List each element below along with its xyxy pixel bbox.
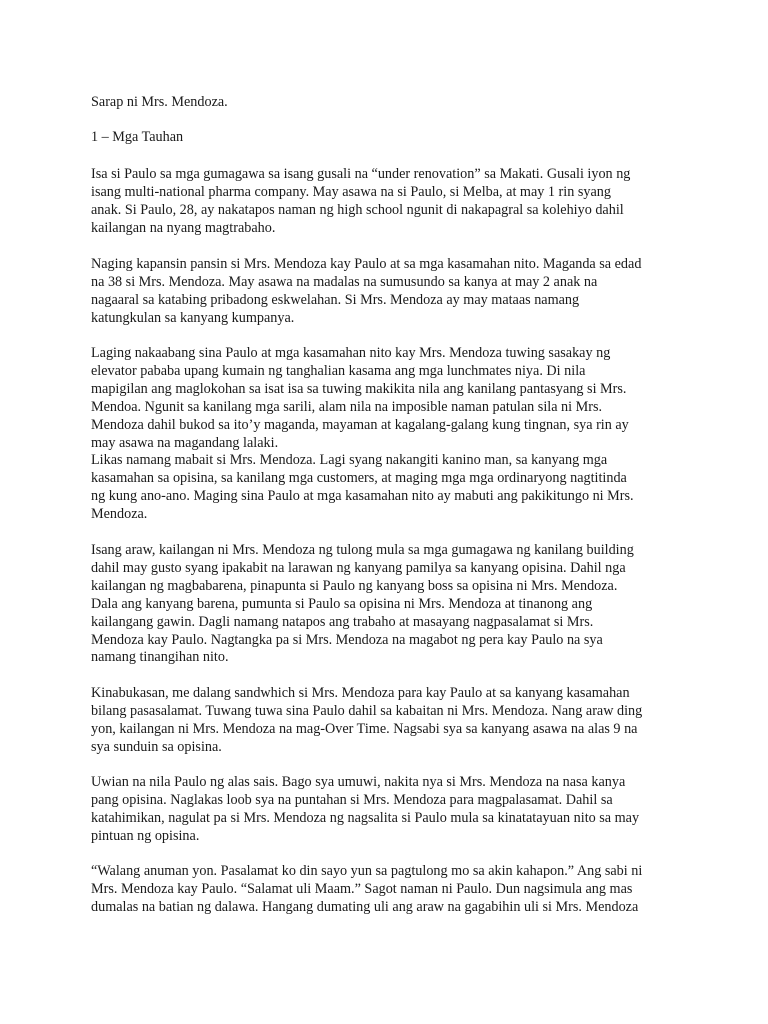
text-line: katahimikan, nagulat pa si Mrs. Mendoza ng nagsalita si Paulo mula sa kinatatayuan nito sa may: [91, 809, 640, 826]
text-line: pang opisina. Naglakas loob sya na puntahan si Mrs. Mendoza para magpalasamat. Dahil sa: [91, 791, 613, 808]
text-line: Mrs. Mendoza kay Paulo. “Salamat uli Maam.” Sagot naman ni Paulo. Dun nagsimula ang mas: [91, 880, 633, 897]
text-line: Naging kapansin pansin si Mrs. Mendoza kay Paulo at sa mga kasamahan nito. Maganda sa edad: [91, 256, 642, 272]
text-line: sya sunduin sa opisina.: [91, 738, 222, 755]
text-line: Mendoza dahil bukod sa ito’y maganda, mayaman at kagalang-galang kung tingnan, sya rin ay: [91, 416, 629, 433]
text-line: “Walang anuman yon. Pasalamat ko din sayo yun sa pagtulong mo sa akin kahapon.” Ang sabi ni: [91, 863, 643, 879]
text-line: Mendoza.: [91, 506, 148, 523]
document-title: [91, 94, 683, 112]
text-line: kailangan ng magbabarena, pinapunta si Paulo ng kanyang boss sa opisina ni Mrs. Mendoza.: [91, 577, 618, 594]
text-line: may asawa na magandang lalaki.: [91, 434, 279, 451]
text-line: Isang araw, kailangan ni Mrs. Mendoza ng tulong mula sa mga gumagawa ng kanilang building: [91, 542, 634, 558]
text-line: Dala ang kanyang barena, pumunta si Paulo sa opisina ni Mrs. Mendoza at tinanong ang: [91, 595, 593, 612]
text-line: bilang pasasalamat. Tuwang tuwa sina Paulo dahil sa kabaitan ni Mrs. Mendoza. Nang araw ding: [91, 702, 643, 719]
text-line: elevator pababa upang kumain ng tanghalian kasama ang mga lunchmates niya. Di nila: [91, 362, 586, 379]
text-line: Uwian na nila Paulo ng alas sais. Bago sya umuwi, nakita nya si Mrs. Mendoza na nasa kanya: [91, 774, 626, 790]
chapter-heading: [91, 129, 683, 147]
paragraph: [91, 774, 683, 846]
text-line: namang tinangihan nito.: [91, 649, 229, 666]
text-line: kailangang gawin. Dagli namang natapos ang trabaho at masayang nagpasalamat si Mrs.: [91, 613, 594, 630]
title-line: Sarap ni Mrs. Mendoza.: [91, 94, 228, 110]
text-line: Likas namang mabait si Mrs. Mendoza. Lagi syang nakangiti kanino man, sa kanyang mga: [91, 452, 608, 469]
paragraph: [91, 542, 683, 667]
text-line: dumalas na batian ng dalawa. Hangang dumating uli ang araw na gagabihin uli si Mrs. Mendoza: [91, 898, 639, 915]
paragraph: [91, 863, 683, 917]
text-line: kasamahan sa opisina, sa kanilang mga customers, at maging mga mga ordinaryong nagtitinda: [91, 470, 627, 487]
text-line: Kinabukasan, me dalang sandwhich si Mrs. Mendoza para kay Paulo at sa kanyang kasamahan: [91, 685, 630, 701]
text-line: Mendoa. Ngunit sa kanilang mga sarili, alam nila na imposible naman patulan sila ni Mrs.: [91, 398, 603, 415]
text-line: Laging nakaabang sina Paulo at mga kasamahan nito kay Mrs. Mendoza tuwing sasakay ng: [91, 345, 611, 361]
paragraph: [91, 256, 683, 328]
text-line: ng kung ano-ano. Maging sina Paulo at mga kasamahan nito ay mabuti ang pakikitungo ni Mrs.: [91, 488, 634, 505]
text-line: isang multi-national pharma company. May asawa na si Paulo, si Melba, at may 1 rin syang: [91, 183, 611, 200]
text-line: anak. Si Paulo, 28, ay nakatapos naman ng high school ngunit di nakapagral sa kolehiyo dahil: [91, 201, 624, 218]
text-line: na 38 si Mrs. Mendoza. May asawa na madalas na sumusundo sa kanya at may 2 anak na: [91, 273, 598, 290]
text-line: dahil may gusto syang ipakabit na larawan ng kanyang pamilya sa kanyang opisina. Dahil nga: [91, 559, 626, 576]
chapter-heading-line: 1 – Mga Tauhan: [91, 129, 184, 145]
paragraph: [91, 345, 683, 524]
text-line: katungkulan sa kanyang kumpanya.: [91, 309, 295, 326]
paragraph: [91, 166, 683, 238]
text-line: mapigilan ang maglokohan sa isat isa sa tuwing makikita nila ang kanilang pantasyang si Mrs.: [91, 380, 627, 397]
text-line: yon, kailangan ni Mrs. Mendoza na mag-Over Time. Nagsabi sya sa kanyang asawa na alas 9 na: [91, 720, 638, 737]
paragraph: [91, 685, 683, 757]
text-line: nagaaral sa katabing pribadong eskwelahan. Si Mrs. Mendoza ay may mataas namang: [91, 291, 580, 308]
text-line: Mendoza kay Paulo. Nagtangka pa si Mrs. Mendoza na magabot ng pera kay Paulo na sya: [91, 631, 603, 648]
text-line: pintuan ng opisina.: [91, 827, 200, 844]
text-line: Isa si Paulo sa mga gumagawa sa isang gusali na “under renovation” sa Makati. Gusali iyon ng: [91, 166, 631, 182]
text-line: kailangan na nyang magtrabaho.: [91, 219, 276, 236]
